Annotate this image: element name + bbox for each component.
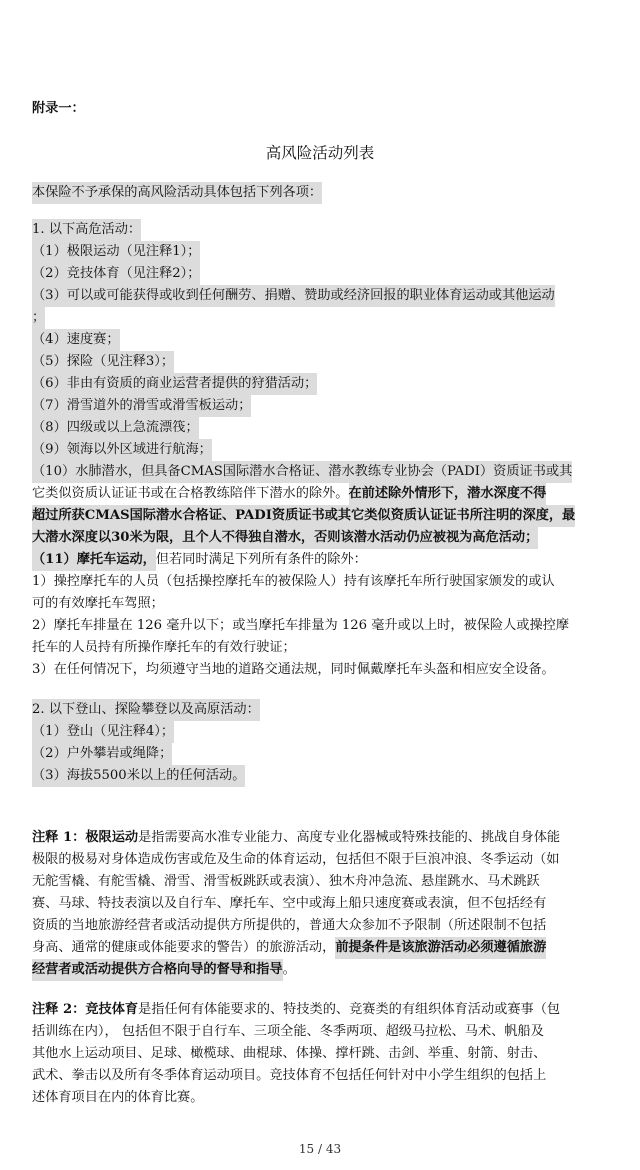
note1-text: 是指需要高水准专业能力、高度专业化器械或特殊技能的、挑战自身体能 xyxy=(138,830,561,845)
item-text: （1）极限运动（见注释1）； xyxy=(32,241,200,263)
note1-line: 赛、马球、特技表演以及自行车、摩托车、空中或海上船只速度赛或表演，但不包括经有 xyxy=(32,896,547,911)
item10-line xyxy=(32,483,610,505)
section2-item xyxy=(32,743,610,765)
note1-line: 资质的当地旅游经营者或活动提供方所提供的，普通大众参加不予限制（所述限制不包括 xyxy=(32,918,547,933)
section1-heading-text: 1. 以下高危活动： xyxy=(32,219,141,241)
intro-text: 本保险不予承保的高风险活动具体包括下列各项： xyxy=(32,182,322,204)
note2-term: 竞技体育 xyxy=(85,1002,139,1017)
item-text: （7）滑雪道外的滑雪或滑雪板运动； xyxy=(32,395,251,417)
note1-line: 无舵雪橇、有舵雪橇、滑雪、滑雪板跳跃或表演）、独木舟冲急流、悬崖跳水、马术跳跃 xyxy=(32,874,540,889)
note2-line: 其他水上运动项目、足球、橄榄球、曲棍球、体操、撑杆跳、击剑、举重、射箭、射击、 xyxy=(32,1046,547,1061)
item10-line xyxy=(32,461,610,483)
note2-line xyxy=(32,999,610,1021)
item10-line xyxy=(32,505,610,527)
moto-condition-line: 3）在任何情况下，均须遵守当地的道路交通法规，同时佩戴摩托车头盔和相应安全设备。 xyxy=(32,662,555,677)
section1-item xyxy=(32,307,610,329)
section1-item xyxy=(32,439,610,461)
section1-item xyxy=(32,329,610,351)
item11-bold-text: （11）摩托车运动， xyxy=(32,549,156,571)
intro-line xyxy=(32,182,610,204)
note1-line xyxy=(32,937,610,959)
section2-item xyxy=(32,721,610,743)
appendix-label: 附录一： xyxy=(32,101,85,116)
section1-item xyxy=(32,351,610,373)
item-text: （6）非由有资质的商业运营者提供的狩猎活动； xyxy=(32,373,317,395)
item10-line xyxy=(32,527,610,549)
note2-line: 武术、拳击以及所有冬季体育运动项目。竞技体育不包括任何针对中小学生组织的包括上 xyxy=(32,1068,547,1083)
item-text: （1）登山（见注释4）； xyxy=(32,721,174,743)
note1-line: 极限的极易对身体造成伤害或危及生命的体育运动，包括但不限于巨浪冲浪、冬季运动（如 xyxy=(32,852,560,867)
note1-bold-text: 前提条件是该旅游活动必须遵循旅游 xyxy=(335,937,546,959)
note2-line: 述体育项目在内的体育比赛。 xyxy=(32,1090,204,1105)
item-text: （3）可以或可能获得或收到任何酬劳、捐赠、赞助或经济回报的职业体育运动或其他运动 xyxy=(32,285,555,307)
item10-bold-text: 大潜水深度以30米为限，且个人不得独自潜水，否则该潜水活动仍应被视为高危活动； xyxy=(32,527,538,549)
item11-line xyxy=(32,549,610,571)
note2-line: 括训练在内）， 包括但不限于自行车、三项全能、冬季两项、超级马拉松、马术、帆船及 xyxy=(32,1024,544,1039)
note2-label: 注释 2： xyxy=(32,1002,86,1017)
section1-heading xyxy=(32,219,610,241)
section1-item xyxy=(32,285,610,307)
page-title: 高风险活动列表 xyxy=(265,144,375,162)
note1-line xyxy=(32,959,610,981)
moto-condition-line: 1）操控摩托车的人员（包括操控摩托车的被保险人）持有该摩托车所行驶国家颁发的或认 xyxy=(32,574,555,589)
item10-text: 它类似资质认证证书或在合格教练陪伴下潜水的除外。 xyxy=(32,486,349,501)
item11-text: 但若同时满足下列所有条件的除外： xyxy=(155,552,367,567)
item-text: （8）四级或以上急流漂筏； xyxy=(32,417,199,439)
item10-text: （10）水肺潜水，但具备CMAS国际潜水合格证、潜水教练专业协会（PADI）资质证书或其 xyxy=(32,461,572,483)
note2-text: 是指任何有体能要求的、特技类的、竞赛类的有组织体育活动或赛事（包 xyxy=(138,1002,561,1017)
note1-bold-text: 经营者或活动提供方合格向导的督导和指导 xyxy=(32,959,283,981)
item-text: ； xyxy=(32,307,45,329)
item-text: （4）速度赛； xyxy=(32,329,120,351)
note1-line xyxy=(32,827,610,849)
note1-text: 身高、通常的健康或体能要求的警告）的旅游活动， xyxy=(32,940,336,955)
section1-item xyxy=(32,263,610,285)
section1-item xyxy=(32,395,610,417)
moto-condition-line: 托车的人员持有所操作摩托车的有效行驶证； xyxy=(32,640,296,655)
moto-condition-line: 2）摩托车排量在 126 毫升以下；或当摩托车排量为 126 毫升或以上时，被保险人或操控摩 xyxy=(32,618,570,633)
section2-heading-text: 2. 以下登山、探险攀登以及高原活动： xyxy=(32,699,260,721)
page-number: 15 / 43 xyxy=(298,1142,342,1156)
item-text: （9）领海以外区域进行航海； xyxy=(32,439,212,461)
note1-text: 。 xyxy=(282,962,296,977)
section1-item xyxy=(32,417,610,439)
item-text: （2）户外攀岩或绳降； xyxy=(32,743,172,765)
item10-bold-text: 在前述除外情形下，潜水深度不得 xyxy=(349,483,547,505)
moto-condition-line: 可的有效摩托车驾照； xyxy=(32,596,164,611)
section1-item xyxy=(32,241,610,263)
section1-item xyxy=(32,373,610,395)
item10-bold-text: 超过所获CMAS国际潜水合格证、PADI资质证书或其它类似资质认证证书所注明的深度，最 xyxy=(32,505,575,527)
item-text: （5）探险（见注释3）； xyxy=(32,351,174,373)
section2-item xyxy=(32,765,610,787)
item-text: （3）海拔5500米以上的任何活动。 xyxy=(32,765,245,787)
section2-heading xyxy=(32,699,610,721)
item-text: （2）竞技体育（见注释2）； xyxy=(32,263,200,285)
note1-label: 注释 1： xyxy=(32,830,86,845)
note1-term: 极限运动 xyxy=(85,830,139,845)
